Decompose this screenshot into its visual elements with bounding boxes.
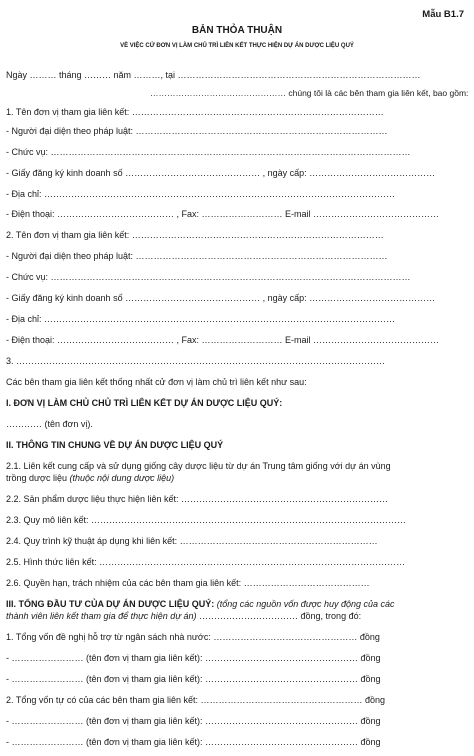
item-3-2-member-1: - …………………… (tên đơn vị tham gia liên kết): …………………………………………… đồng	[6, 716, 381, 726]
section1-unit-line: ………… (tên đơn vị).	[6, 419, 93, 429]
document-subtitle: VỀ VIỆC CỬ ĐƠN VỊ LÀM CHỦ TRÌ LIÊN KẾT THỰC HIỆN DỰ ÁN DƯỢC LIỆU QUÝ	[120, 43, 354, 49]
item-3-2: 2. Tổng vốn tự có của các bên tham gia liên kết: ……………………………………………… đồng	[6, 695, 385, 705]
section3-heading: III. TỔNG ĐẦU TƯ CỦA DỰ ÁN DƯỢC LIỆU QUÝ:	[6, 599, 215, 609]
party2-representative: - Người đại diện theo pháp luật: …………………………………………………………………………	[6, 251, 388, 261]
section3-note-cont: thành viên liên kết tham gia để thực hiện dự án)	[6, 611, 197, 621]
section3-note: (tổng các nguồn vốn được huy động của các	[214, 599, 395, 609]
section1-heading: I. ĐƠN VỊ LÀM CHỦ CHỦ TRÌ LIÊN KẾT DỰ ÁN DƯỢC LIỆU QUÝ:	[6, 398, 283, 408]
party1-position: - Chức vụ: …………………………………………………………………………………………………………	[6, 147, 411, 157]
document-title: BẢN THỎA THUẬN	[191, 25, 283, 36]
item-2-5: 2.5. Hình thức liên kết: …………………………………………………………………………………………	[6, 557, 406, 567]
party2-license: - Giấy đăng ký kinh doanh số ……………………………………… , ngày cấp: ……………………………………	[6, 293, 436, 303]
item-3-1-member-2: - …………………… (tên đơn vị tham gia liên kết): …………………………………………… đồng	[6, 674, 381, 684]
item-2-1-note: (thuộc nội dung dược liệu)	[69, 473, 175, 483]
item-2-1-line1: 2.1. Liên kết cung cấp và sử dụng giống cây dược liệu từ dự án Trung tâm giống với dự án vùng	[6, 461, 391, 471]
intro-date-line: Ngày ……… tháng ……… năm ………, tại ………………………………………………………………………	[6, 70, 421, 80]
party1-address: - Địa chỉ: ………………………………………………………………………………………………………	[6, 189, 396, 199]
item-2-3: 2.3. Quy mô liên kết: ……………………………………………………………………………………………	[6, 515, 407, 525]
party1-representative: - Người đại diện theo pháp luật: …………………………………………………………………………	[6, 126, 388, 136]
party1-phone: - Điện thoại: ………………………………… , Fax: ……………………… E-mail ……………………………………	[6, 209, 440, 219]
item-2-6: 2.6. Quyền hạn, trách nhiệm của các bên tham gia liên kết: ……………………………………	[6, 578, 370, 588]
party2-address: - Địa chỉ: ………………………………………………………………………………………………………	[6, 314, 396, 324]
agreement-sentence: Các bên tham gia liên kết thống nhất cử đơn vị làm chủ trì liên kết như sau:	[6, 377, 307, 387]
item-2-1-line2	[6, 473, 174, 484]
party1-name: 1. Tên đơn vị tham gia liên kết: …………………………………………………………………………	[6, 107, 384, 117]
party2-position: - Chức vụ: …………………………………………………………………………………………………………	[6, 272, 411, 282]
item-3-1: 1. Tổng vốn đề nghị hỗ trợ từ ngân sách nhà nước: ………………………………………… đồng	[6, 632, 380, 642]
section3-heading-line1	[6, 599, 395, 610]
item-3-2-member-2: - …………………… (tên đơn vị tham gia liên kết): …………………………………………… đồng	[6, 737, 381, 747]
item-2-2: 2.2. Sản phẩm dược liệu thực hiện liên kết: ……………………………………………………………	[6, 494, 389, 504]
section3-total: …………………………… đồng, trong đó:	[196, 611, 362, 621]
party2-phone: - Điện thoại: ………………………………… , Fax: ……………………… E-mail ……………………………………	[6, 335, 440, 345]
form-code: Mẫu B1.7	[422, 9, 464, 20]
party3-line: 3. ……………………………………………………………………………………………………………	[6, 356, 386, 366]
party1-license: - Giấy đăng ký kinh doanh số ……………………………………… , ngày cấp: ……………………………………	[6, 168, 436, 178]
section3-heading-line2	[6, 611, 361, 622]
intro-parties-line: ………………………………………… chúng tôi là các bên tham gia liên kết, bao gồm:	[150, 88, 469, 98]
item-3-1-member-1: - …………………… (tên đơn vị tham gia liên kết): …………………………………………… đồng	[6, 653, 381, 663]
party2-name: 2. Tên đơn vị tham gia liên kết: …………………………………………………………………………	[6, 230, 384, 240]
item-2-4: 2.4. Quy trình kỹ thuật áp dụng khi liên kết: …………………………………………………………	[6, 536, 378, 546]
item-2-1-text: trồng dược liệu	[6, 473, 70, 483]
section2-heading: II. THÔNG TIN CHUNG VỀ DỰ ÁN DƯỢC LIỆU QUÝ	[6, 440, 224, 450]
